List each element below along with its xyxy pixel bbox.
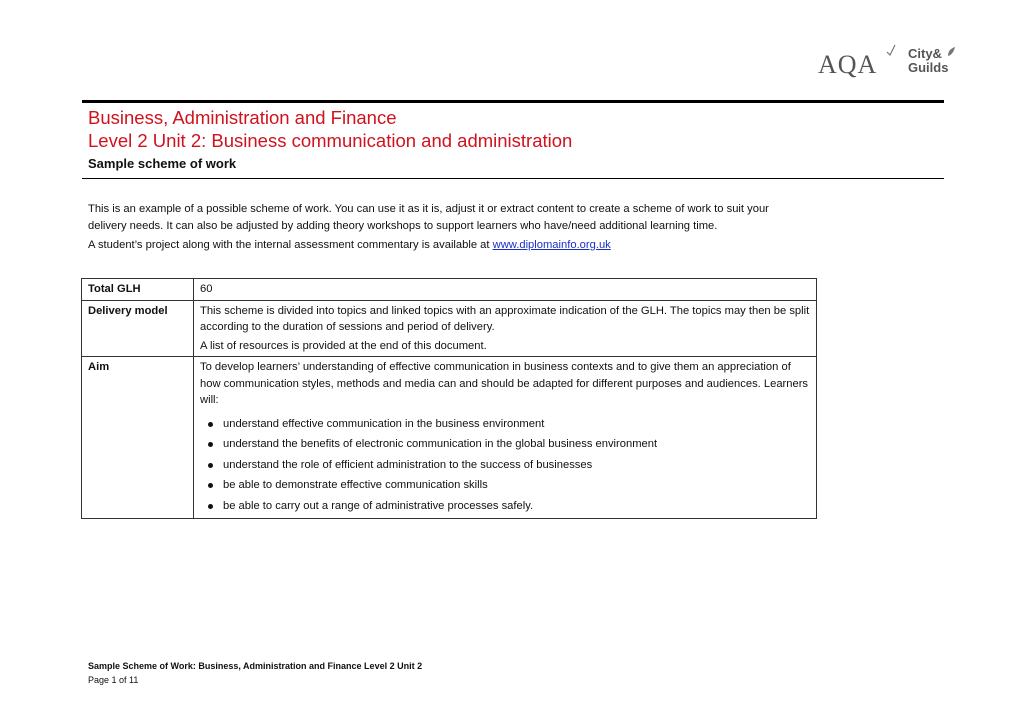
city-guilds-line2: Guilds: [908, 60, 949, 75]
list-item-text: be able to demonstrate effective communication skills: [223, 479, 488, 491]
city-guilds-logo: [908, 47, 948, 75]
bullet-icon: [208, 504, 213, 509]
aim-text: To develop learners’ understanding of effective communication in business contexts and to give them an appreciation of how communication styles, methods and media can and should be adapted for different purposes and audiences. Learners will:: [200, 361, 809, 406]
list-item: [220, 475, 810, 496]
list-item: [220, 434, 810, 455]
table-row-delivery-model: [82, 300, 817, 357]
project-note: [88, 237, 788, 254]
list-item-text: be able to carry out a range of administrative processes safely.: [223, 499, 534, 512]
intro-section: [88, 201, 788, 254]
page-footer: [88, 659, 422, 687]
document-title-line2: Level 2 Unit 2: Business communication and administration: [88, 130, 573, 151]
diplomainfo-link[interactable]: www.diplomainfo.org.uk: [492, 239, 611, 251]
total-glh-value: 60: [194, 279, 817, 301]
aim-label: Aim: [82, 357, 194, 519]
list-item-text: understand effective communication in the business environment: [223, 417, 545, 430]
aqa-tick-icon: [886, 44, 896, 56]
subtitle-rule: [82, 178, 944, 179]
list-item: [220, 455, 810, 476]
delivery-model-label: Delivery model: [82, 300, 194, 357]
aim-value: [194, 357, 817, 519]
project-note-text: A student’s project along with the internal assessment commentary is available at: [88, 239, 493, 251]
delivery-model-value: [194, 300, 817, 357]
list-item-text: understand the benefits of electronic communication in the global business environment: [223, 438, 658, 450]
delivery-text-1: This scheme is divided into topics and linked topics with an approximate indication of the GLH. The topics may then be split according to the duration of sessions and period of delivery.: [200, 304, 810, 333]
list-item-text: understand the role of efficient administration to the success of businesses: [223, 458, 593, 471]
table-row-total-glh: [82, 279, 817, 301]
total-glh-label: Total GLH: [82, 279, 194, 301]
bullet-icon: [208, 422, 213, 427]
header-rule: [82, 100, 944, 103]
page-number: Page 1 of 11: [88, 675, 139, 685]
bullet-icon: [208, 442, 213, 447]
aqa-logo: AQA: [818, 50, 878, 79]
bullet-icon: [208, 463, 213, 468]
document-title-line1: Business, Administration and Finance: [88, 107, 397, 128]
intro-paragraph: This is an example of a possible scheme of work. You can use it as it is, adjust it or extract content to create a scheme of work to suit your delivery needs. It can also be adjusted by adding theory workshops to support learners who have/need additional learning time.: [88, 203, 769, 232]
delivery-text-2: A list of resources is provided at the end of this document.: [200, 339, 487, 352]
document-subtitle: Sample scheme of work: [88, 156, 237, 171]
city-guilds-line1: City&: [908, 46, 942, 61]
table-row-aim: [82, 357, 817, 519]
scheme-table: [81, 278, 817, 519]
list-item: [220, 414, 810, 435]
aim-bullet-list: [200, 414, 810, 517]
list-item: [220, 496, 810, 517]
bullet-icon: [208, 483, 213, 488]
footer-title: Sample Scheme of Work: Business, Administration and Finance Level 2 Unit 2: [88, 661, 423, 671]
city-guilds-leaf-icon: [946, 46, 956, 58]
